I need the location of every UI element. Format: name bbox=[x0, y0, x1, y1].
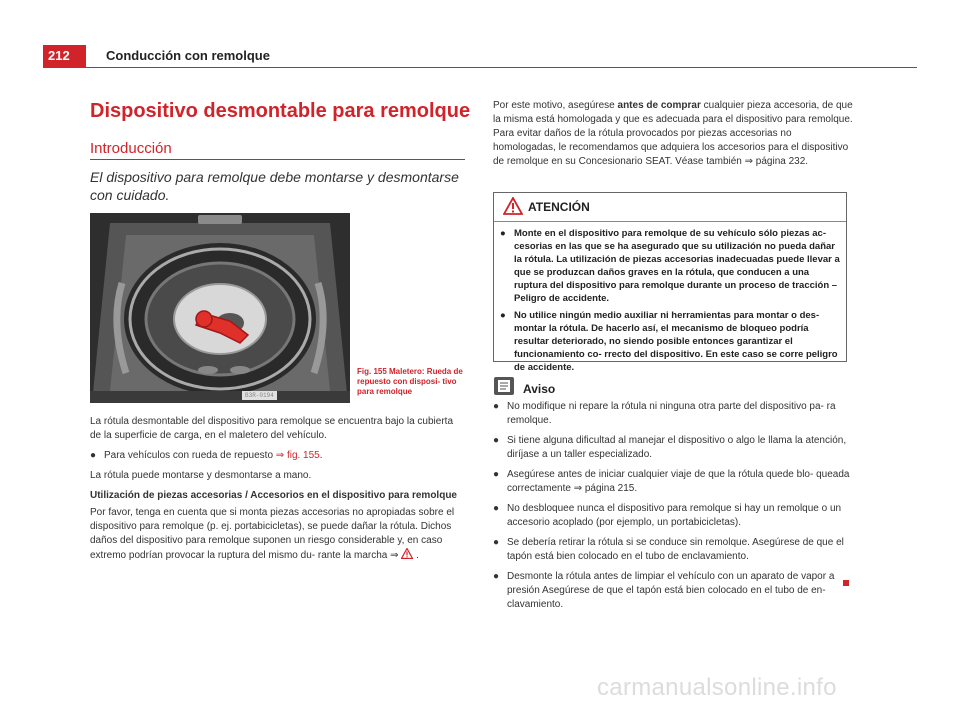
warning-triangle-icon bbox=[503, 197, 523, 215]
bullet-icon: ● bbox=[493, 571, 500, 582]
list-item bbox=[493, 400, 853, 428]
bullet-icon: ● bbox=[500, 310, 506, 321]
paragraph-end: . bbox=[416, 550, 419, 561]
bullet-icon: ● bbox=[493, 435, 500, 446]
note-item-text: No modifique ni repare la rótula ni ninguna otra parte del dispositivo pa- ra remolque. bbox=[507, 401, 836, 426]
paragraph bbox=[493, 99, 853, 169]
warning-title: ATENCIÓN bbox=[528, 200, 590, 214]
warning-header bbox=[494, 193, 846, 222]
bullet-icon: ● bbox=[500, 228, 506, 239]
paragraph-text: Por favor, tenga en cuenta que si monta piezas accesorias no apropiadas sobre el dispositivo para remolque (p. ej. portabicicletas), se puede dañar la rótula. Dichos daños del dispositivo para remolque suponen un riesgo considerable y, en caso extremo podrían provocar la ruptura del mismo du- rante la marcha ⇒ bbox=[90, 507, 455, 561]
list-item bbox=[500, 227, 840, 305]
list-item bbox=[493, 502, 853, 530]
page-number: 212 bbox=[43, 45, 86, 67]
list-item bbox=[493, 570, 853, 612]
note-header bbox=[493, 376, 556, 401]
warning-item-text: Monte en el dispositivo para remolque de su vehículo sólo piezas ac- cesorias en las que se ha asegurado que su utilización no pueda dañar la rótula. La utilización de piezas accesorias inadecuadas puede llevar a que se produzcan daños graves en la rótula, que conducen a una ruptura del dispositivo para remolque durante un proceso de tracción – Peligro de accidente. bbox=[514, 228, 840, 304]
bullet-end: . bbox=[319, 450, 323, 461]
warning-item-text: No utilice ningún medio auxiliar ni herramientas para montar o des- montar la rótula. De hacerlo así, el mecanismo de bloqueo podría resultar deteriorado, no siendo posible entonces garantizar el funcionamiento co- rrecto del dispositivo. En este caso se corre peligro de accidente. bbox=[514, 310, 838, 373]
figure-caption: Fig. 155 Maletero: Rueda de repuesto con disposi- tivo para remolque bbox=[357, 367, 463, 396]
bullet-icon: ● bbox=[493, 503, 500, 514]
paragraph: La rótula desmontable del dispositivo para remolque se encuentra bajo la cubierta de la superficie de carga, en el maletero del vehículo. bbox=[90, 416, 454, 441]
trunk-illustration bbox=[90, 213, 350, 403]
figure-reference-link[interactable]: ⇒ fig. 155 bbox=[275, 450, 320, 461]
paragraph-text: cualquier pieza accesoria, de que la misma está homologada y que es adecuada para el dispositivo para remolque. Para evitar daños de la rótula provocados por piezas accesorias no homologadas, le recomendamos que adquiera los accesorios para el dispositivo de remolque en su Concesionario SEAT. Véase también ⇒ página 232. bbox=[493, 100, 853, 167]
figure-code: B3R-0194 bbox=[242, 391, 277, 400]
paragraph: La rótula puede montarse y desmontarse a mano. bbox=[90, 470, 312, 481]
note-item-text: Asegúrese antes de iniciar cualquier viaje de que la rótula quede blo- queada correctamente ⇒ página 215. bbox=[507, 469, 850, 494]
list-item-text bbox=[104, 449, 323, 463]
warning-box bbox=[493, 192, 847, 373]
trunk-spare-wheel-figure bbox=[90, 213, 350, 403]
bullet-icon: ● bbox=[493, 469, 500, 480]
right-column-text bbox=[493, 99, 853, 175]
note-book-icon bbox=[493, 376, 515, 396]
note-item-text: Se debería retirar la rótula si se conduce sin remolque. Asegúrese de que el tapón está bien colocado en el tubo de enclavamiento. bbox=[507, 537, 844, 562]
paragraph-bold-text: antes de comprar bbox=[617, 100, 701, 111]
note-item-text: Si tiene alguna dificultad al manejar el dispositivo o algo le llama la atención, diríjase a un taller especializado. bbox=[507, 435, 847, 460]
note-item-text: Desmonte la rótula antes de limpiar el vehículo con un aparato de vapor a presión Asegúrese de que el tapón está bien colocado en el tubo de en- clavamiento. bbox=[507, 571, 835, 610]
bullet-text: Para vehículos con rueda de repuesto bbox=[104, 450, 273, 461]
list-item bbox=[493, 434, 853, 462]
warning-reference-icon[interactable] bbox=[401, 550, 416, 561]
paragraph-text: Por este motivo, asegúrese bbox=[493, 100, 615, 111]
section-title: Dispositivo desmontable para remolque bbox=[90, 100, 471, 122]
header-rule bbox=[43, 67, 917, 68]
watermark: carmanualsonline.info bbox=[597, 674, 837, 701]
list-item bbox=[90, 449, 465, 463]
header-title: Conducción con remolque bbox=[106, 48, 270, 63]
warning-body bbox=[494, 222, 846, 374]
paragraph bbox=[90, 506, 465, 563]
subsection-rule bbox=[90, 159, 465, 160]
bullet-icon: ● bbox=[493, 537, 500, 548]
note-title: Aviso bbox=[523, 382, 556, 396]
bullet-icon: ● bbox=[90, 450, 97, 461]
sub-heading: Utilización de piezas accesorias / Accesorios en el dispositivo para remolque bbox=[90, 490, 457, 501]
intro-text: El dispositivo para remolque debe montarse y desmontarse con cuidado. bbox=[90, 169, 459, 203]
list-item bbox=[493, 536, 853, 564]
note-list bbox=[493, 400, 853, 612]
list-item bbox=[493, 468, 853, 496]
note-item-text: No desbloquee nunca el dispositivo para remolque si hay un remolque o un accesorio acoplado (por ejemplo, un portabicicletas). bbox=[507, 503, 842, 528]
list-item bbox=[500, 309, 840, 374]
section-end-marker bbox=[843, 580, 849, 586]
subsection-title: Introducción bbox=[90, 140, 172, 157]
bullet-icon: ● bbox=[493, 401, 500, 412]
left-column-text bbox=[90, 415, 465, 569]
